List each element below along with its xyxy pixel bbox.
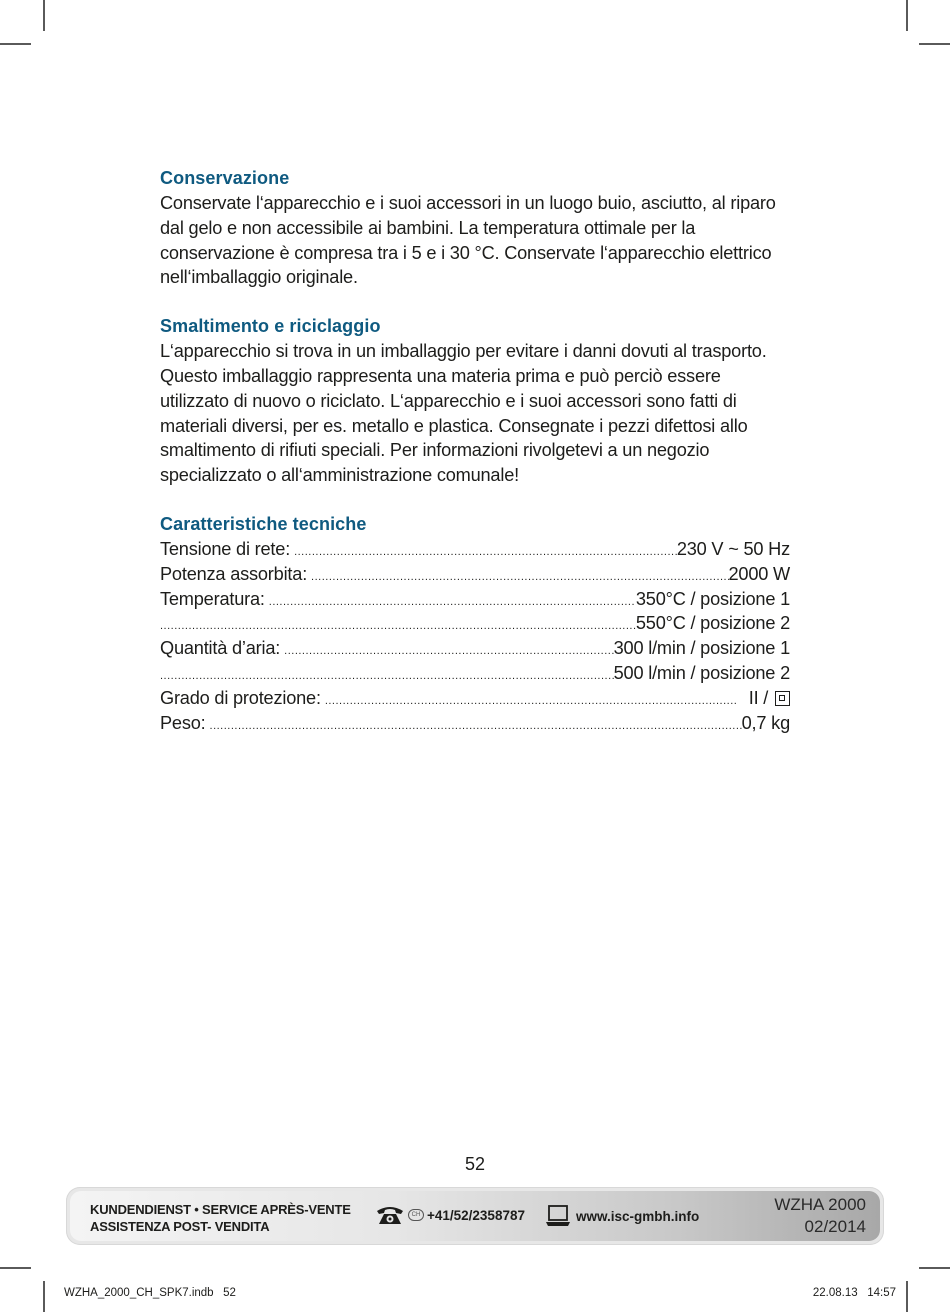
spec-row — [160, 661, 790, 686]
page-content — [160, 166, 790, 735]
print-slug-file: WZHA_2000_CH_SPK7.indb 52 — [64, 1287, 236, 1299]
specs-list — [160, 537, 790, 735]
spec-label: Tensione di rete: — [160, 538, 291, 559]
laptop-icon — [546, 1205, 570, 1227]
dot-leader — [325, 689, 737, 707]
dot-leader — [269, 590, 636, 608]
crop-mark-bottom-right-h — [919, 1267, 950, 1269]
website-contact[interactable] — [546, 1205, 699, 1227]
dot-leader — [210, 714, 742, 732]
print-slug-timestamp: 22.08.13 14:57 — [812, 1287, 896, 1299]
section-heading: Smaltimento e riciclaggio — [160, 316, 381, 337]
phone-number[interactable]: +41/52/2358787 — [427, 1207, 525, 1223]
spec-value: 500 l/min / posizione 2 — [613, 662, 790, 683]
protection-class-ii-icon — [775, 691, 790, 706]
spec-row — [160, 711, 790, 736]
spec-label: Temperatura: — [160, 588, 265, 609]
spec-label: Peso: — [160, 712, 206, 733]
spec-label: Grado di protezione: — [160, 687, 321, 708]
telephone-icon — [376, 1205, 404, 1225]
service-line-1: KUNDENDIENST • SERVICE APRÈS-VENTE — [90, 1202, 351, 1217]
crop-mark-bottom-right-v — [906, 1281, 908, 1312]
model-date: 02/2014 — [804, 1217, 866, 1236]
website-link[interactable]: www.isc-gmbh.info — [576, 1208, 700, 1224]
service-footer-inner — [70, 1191, 880, 1241]
dot-leader — [160, 614, 636, 632]
section-body: Conservate l‘apparecchio e i suoi accessori in un luogo buio, asciutto, al riparo dal gelo e non accessibile ai bambini. La temperatura ottimale per la conservazione è compresa tra i 5 e i 30 °C. Conservate l‘apparecchio elettrico nell‘imballaggio originale. — [160, 193, 776, 288]
section-heading: Conservazione — [160, 168, 290, 188]
section-specs — [160, 512, 790, 735]
spec-value: II / — [748, 687, 769, 708]
crop-mark-bottom-left-v — [43, 1281, 45, 1312]
service-line-2: ASSISTENZA POST- VENDITA — [90, 1219, 270, 1234]
section-conservazione — [160, 166, 790, 290]
section-heading: Caratteristiche tecniche — [160, 513, 367, 534]
spec-value: 0,7 kg — [741, 712, 790, 733]
spec-value: 350°C / posizione 1 — [635, 588, 790, 609]
country-badge: CH — [408, 1209, 424, 1221]
service-label — [90, 1201, 351, 1235]
page-number: 52 — [464, 1154, 486, 1174]
model-name: WZHA 2000 — [774, 1195, 866, 1214]
spec-label: Potenza assorbita: — [160, 563, 308, 584]
dot-leader — [294, 540, 677, 558]
crop-mark-top-left-v — [43, 0, 45, 31]
crop-mark-top-left-h — [0, 43, 31, 45]
spec-row — [160, 587, 790, 612]
crop-mark-bottom-left-h — [0, 1267, 31, 1269]
section-smaltimento — [160, 314, 790, 488]
spec-value: 2000 W — [728, 563, 790, 584]
section-body: L‘apparecchio si trova in un imballaggio per evitare i danni dovuti al trasporto. Questo imballaggio rappresenta una materia prima e può perciò essere utilizzato di nuovo o riciclato. L‘apparecchio e i suoi accessori sono fatti di materiali diversi, per es. metallo e plastica. Consegnate i pezzi difettosi allo smaltimento di rifiuti speciali. Per informazioni rivolgetevi a un negozio specializzato o all‘amministrazione comunale! — [160, 341, 767, 486]
spec-value: 550°C / posizione 2 — [635, 613, 790, 634]
crop-mark-top-right-h — [919, 43, 950, 45]
spec-row — [160, 537, 790, 562]
spec-label: Quantità d’aria: — [160, 638, 281, 659]
spec-row — [160, 611, 790, 636]
spec-value: 230 V ~ 50 Hz — [676, 538, 790, 559]
spec-row — [160, 686, 790, 711]
spec-row — [160, 562, 790, 587]
model-info — [774, 1194, 866, 1238]
dot-leader — [311, 565, 728, 583]
spec-value-wrap — [749, 686, 790, 711]
service-footer — [66, 1187, 884, 1245]
dot-leader — [284, 639, 613, 657]
dot-leader — [160, 664, 614, 682]
crop-mark-top-right-v — [906, 0, 908, 31]
phone-contact[interactable] — [376, 1205, 525, 1225]
spec-value: 300 l/min / posizione 1 — [613, 638, 790, 659]
spec-row — [160, 636, 790, 661]
